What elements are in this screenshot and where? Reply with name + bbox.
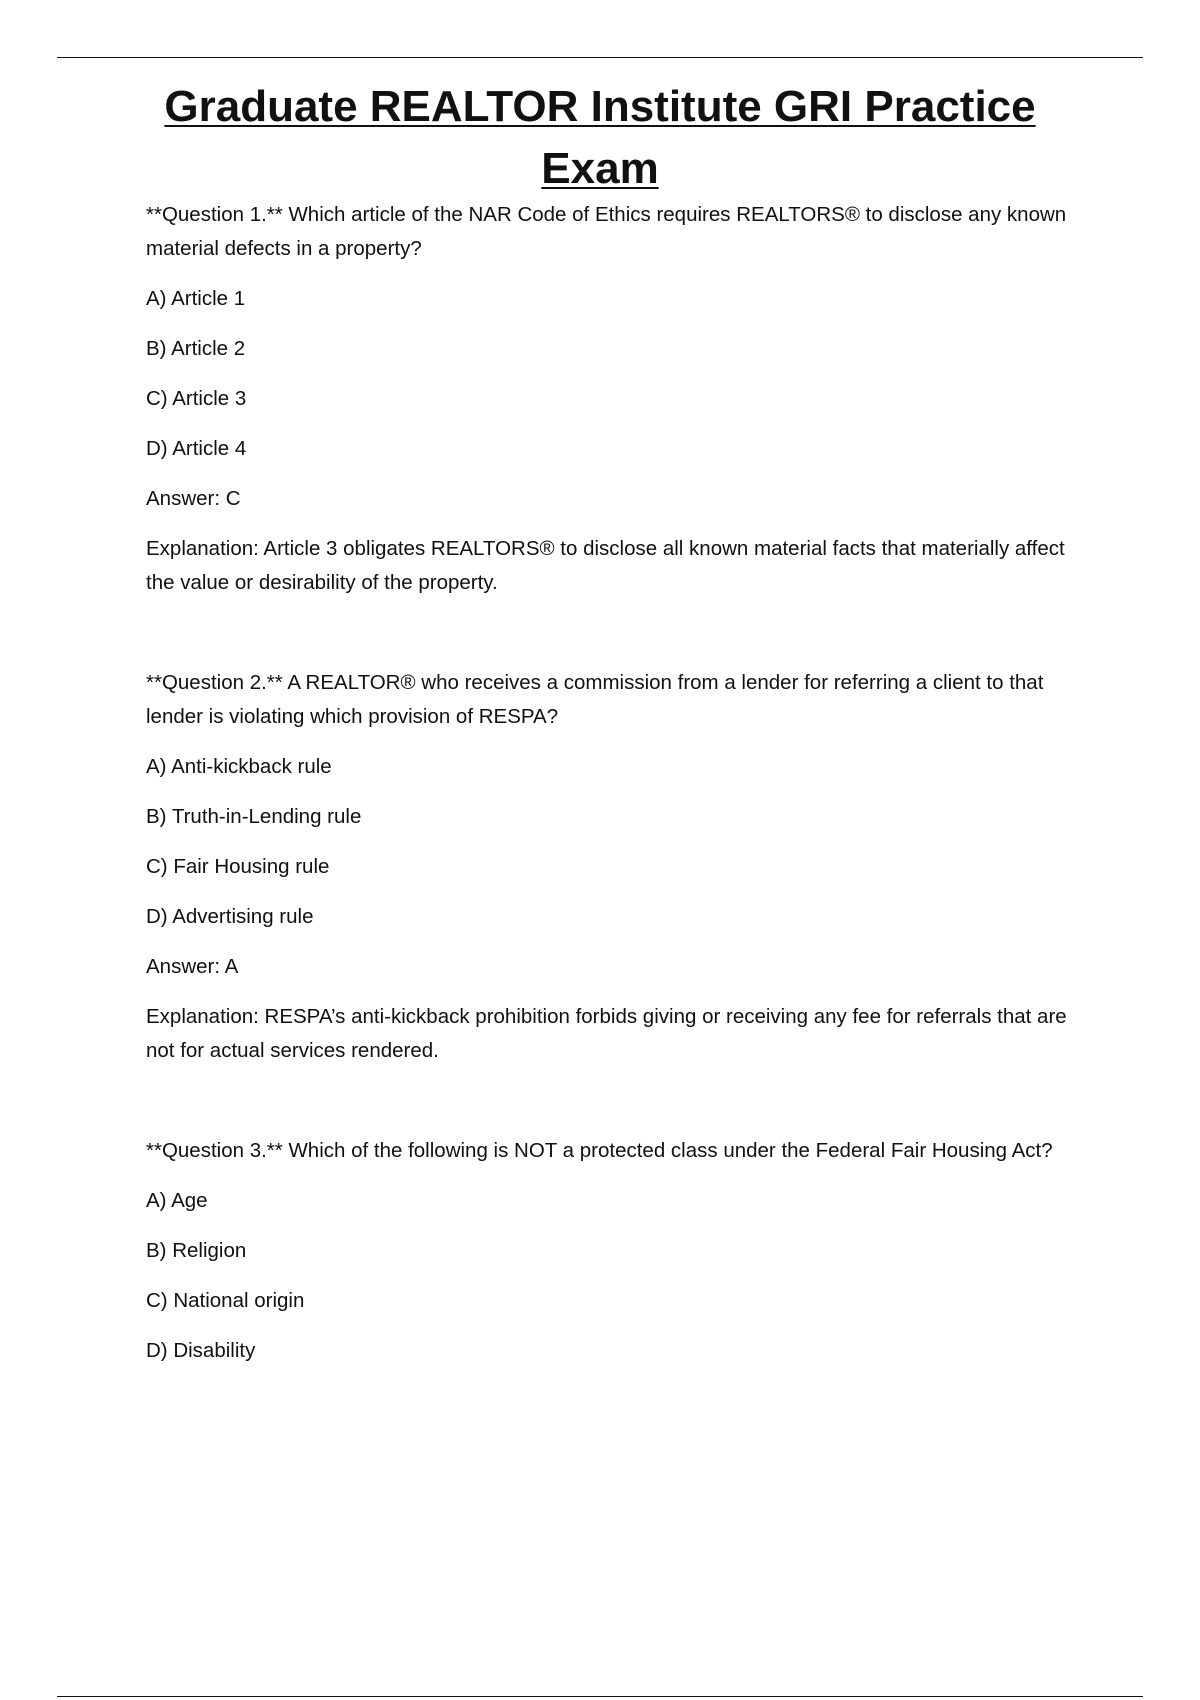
- option-a: A) Anti-kickback rule: [146, 755, 332, 778]
- question-spacer: [146, 1084, 1096, 1134]
- option-b: B) Article 2: [146, 337, 246, 360]
- question-2: [146, 666, 1096, 1068]
- option-d: D) Disability: [146, 1339, 256, 1362]
- option-a: A) Article 1: [146, 287, 246, 310]
- exam-content: [146, 198, 1096, 1384]
- option-c: C) National origin: [146, 1289, 305, 1312]
- question-spacer: [146, 616, 1096, 666]
- explanation: Explanation: Article 3 obligates REALTORS® to disclose all known material facts that materially affect the value or desirability of the property.: [146, 537, 1065, 594]
- question-stem: **Question 2.** A REALTOR® who receives a commission from a lender for referring a client to that lender is violating which provision of RESPA?: [146, 671, 1044, 728]
- option-b: B) Truth-in-Lending rule: [146, 805, 362, 828]
- option-b: B) Religion: [146, 1239, 247, 1262]
- top-rule: [57, 57, 1143, 58]
- question-stem: **Question 1.** Which article of the NAR Code of Ethics requires REALTORS® to disclose any known material defects in a property?: [146, 203, 1067, 260]
- option-a: A) Age: [146, 1189, 208, 1212]
- question-1: [146, 198, 1096, 600]
- answer: Answer: A: [146, 955, 239, 978]
- option-d: D) Article 4: [146, 437, 247, 460]
- option-c: C) Fair Housing rule: [146, 855, 330, 878]
- page-title: Graduate REALTOR Institute GRI Practice Exam: [164, 82, 1036, 193]
- bottom-rule: [57, 1696, 1143, 1697]
- option-d: D) Advertising rule: [146, 905, 314, 928]
- question-stem: **Question 3.** Which of the following is NOT a protected class under the Federal Fair Housing Act?: [146, 1139, 1053, 1162]
- option-c: C) Article 3: [146, 387, 247, 410]
- question-3: [146, 1134, 1096, 1368]
- explanation: Explanation: RESPA’s anti-kickback prohibition forbids giving or receiving any fee for referrals that are not for actual services rendered.: [146, 1005, 1067, 1062]
- answer: Answer: C: [146, 487, 241, 510]
